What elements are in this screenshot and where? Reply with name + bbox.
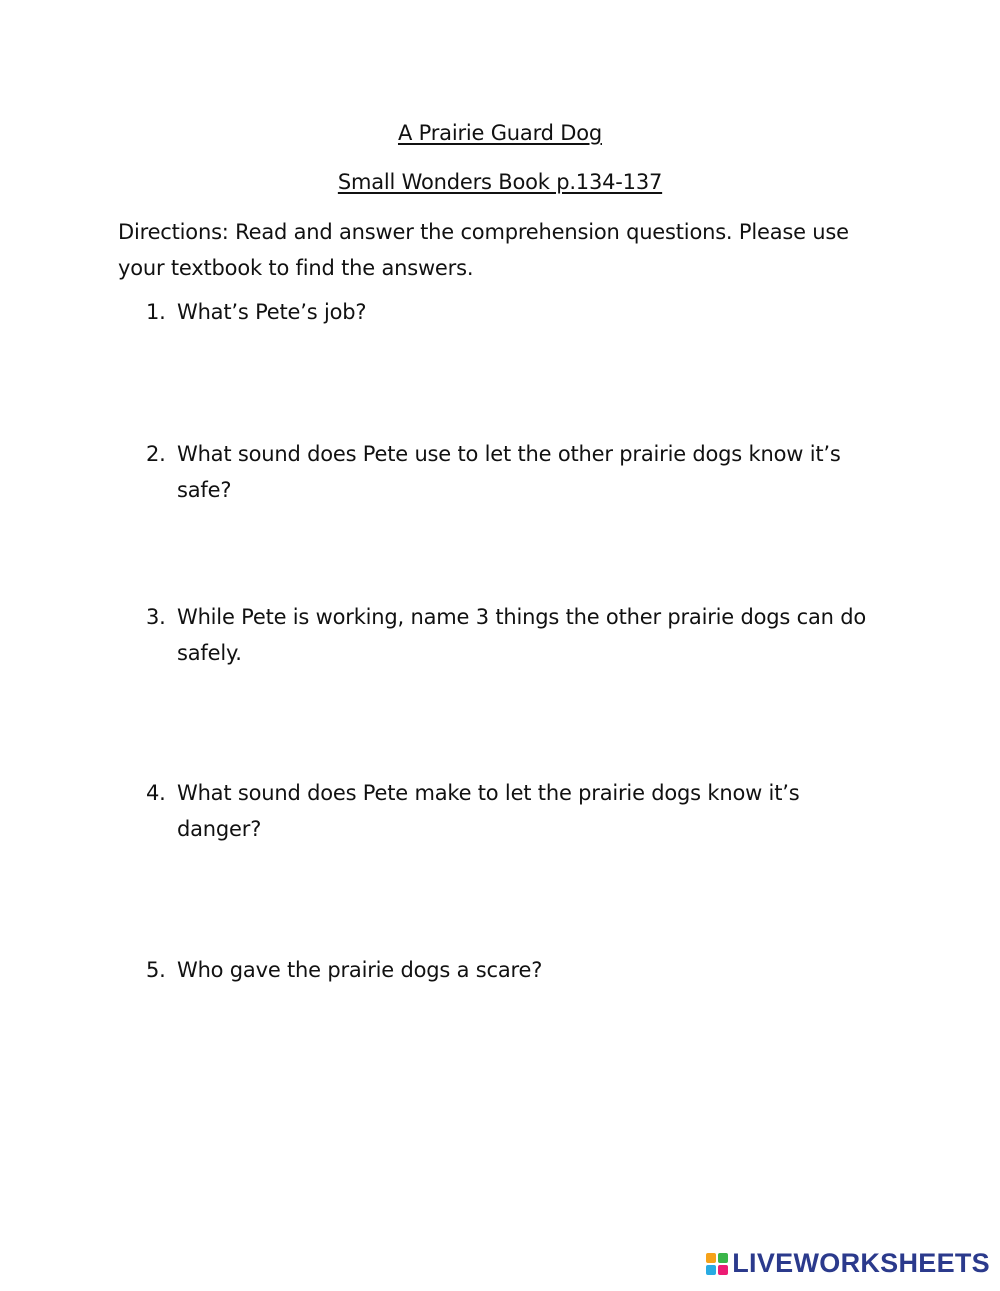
worksheet-title: A Prairie Guard Dog bbox=[397, 121, 602, 145]
question-5 bbox=[146, 952, 876, 988]
question-number: 4. bbox=[146, 781, 166, 805]
liveworksheets-brand bbox=[706, 1248, 990, 1279]
question-text: Who gave the prairie dogs a scare? bbox=[177, 958, 543, 982]
question-text: What sound does Pete make to let the prairie dogs know it’s danger? bbox=[177, 781, 800, 841]
question-3 bbox=[146, 599, 876, 671]
question-text: While Pete is working, name 3 things the other prairie dogs can do safely. bbox=[177, 605, 866, 665]
brand-name: LIVEWORKSHEETS bbox=[732, 1248, 990, 1278]
question-number: 5. bbox=[146, 958, 166, 982]
directions-text: Directions: Read and answer the comprehension questions. Please use your textbook to find the answers. bbox=[118, 220, 849, 280]
question-text: What’s Pete’s job? bbox=[177, 300, 367, 324]
question-number: 2. bbox=[146, 442, 166, 466]
question-2 bbox=[146, 436, 876, 508]
question-number: 1. bbox=[146, 300, 166, 324]
question-text: What sound does Pete use to let the other prairie dogs know it’s safe? bbox=[177, 442, 841, 502]
question-1 bbox=[146, 294, 876, 330]
liveworksheets-logo-icon bbox=[706, 1253, 728, 1275]
question-number: 3. bbox=[146, 605, 166, 629]
question-4 bbox=[146, 775, 876, 847]
worksheet-subtitle: Small Wonders Book p.134-137 bbox=[337, 170, 663, 194]
